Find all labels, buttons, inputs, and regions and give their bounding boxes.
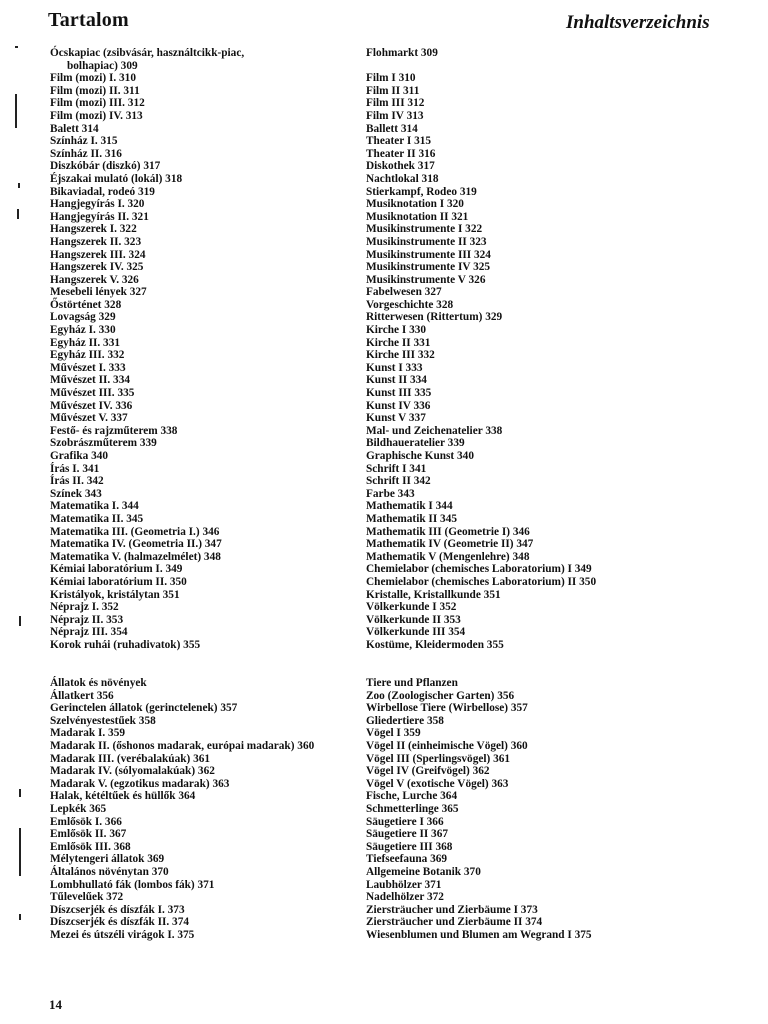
toc-entry: Ziersträucher und Zierbäume II 374 xyxy=(366,916,543,929)
toc-entry: Ritterwesen (Rittertum) 329 xyxy=(366,311,503,324)
toc-entry: Grafika 340 xyxy=(50,450,109,462)
toc-entry: Művészet II. 334 xyxy=(50,374,131,387)
toc-entry: Lepkék 365 xyxy=(50,802,107,815)
toc-entry: Színek 343 xyxy=(50,487,102,500)
toc-entry: Kunst V 337 xyxy=(366,412,426,425)
toc-entry: Film II 311 xyxy=(366,84,420,97)
toc-entry: Lovagság 329 xyxy=(50,311,116,324)
toc-entry: Művészet I. 333 xyxy=(50,361,126,374)
toc-entry: Néprajz I. 352 xyxy=(50,601,119,614)
toc-entry: Kirche III 332 xyxy=(366,349,435,362)
toc-entry: Egyház I. 330 xyxy=(50,324,116,337)
scan-mark xyxy=(18,183,20,188)
toc-entry: Mal- und Zeichenatelier 338 xyxy=(366,424,503,437)
toc-entry: Írás II. 342 xyxy=(50,475,104,488)
toc-entry: Musikinstrumente I 322 xyxy=(366,223,483,236)
toc-column-german-section-1 xyxy=(366,47,666,652)
toc-entry: Theater I 315 xyxy=(366,135,432,148)
page-title-hungarian: Tartalom xyxy=(48,9,129,31)
toc-entry: Mathematik III (Geometrie I) 346 xyxy=(366,525,530,538)
page-number: 14 xyxy=(49,997,62,1012)
toc-entry: Balett 314 xyxy=(50,122,99,135)
toc-column-hungarian-section-1 xyxy=(50,47,350,652)
toc-entry: Kirche II 331 xyxy=(366,336,431,349)
toc-entry: Kémiai laboratórium I. 349 xyxy=(50,563,183,576)
toc-entry: Matematika V. (halmazelmélet) 348 xyxy=(50,550,221,563)
toc-entry: Fische, Lurche 364 xyxy=(366,790,458,803)
toc-entry: Mezei és útszéli virágok I. 375 xyxy=(50,928,195,941)
toc-column-hungarian-section-2 xyxy=(50,677,350,941)
toc-entry: bolhapiac) 309 xyxy=(67,59,138,72)
toc-entry: Matematika II. 345 xyxy=(50,512,144,525)
toc-entry: Vögel IV (Greifvögel) 362 xyxy=(366,765,490,778)
toc-entry: Vögel I 359 xyxy=(366,727,421,740)
toc-entry: Musiknotation II 321 xyxy=(366,210,469,223)
scan-mark xyxy=(19,616,21,626)
toc-entry: Egyház II. 331 xyxy=(50,336,120,349)
toc-entry: Kunst III 335 xyxy=(366,387,432,400)
toc-entry: Néprajz III. 354 xyxy=(50,626,128,639)
toc-entry: Hangszerek II. 323 xyxy=(50,235,142,248)
toc-entry: Film I 310 xyxy=(366,72,416,85)
toc-entry: Säugetiere II 367 xyxy=(366,828,449,841)
toc-entry: Mélytengeri állatok 369 xyxy=(50,853,165,866)
toc-entry: Egyház III. 332 xyxy=(50,349,125,362)
toc-entry: Musikinstrumente V 326 xyxy=(366,273,486,286)
toc-entry: Madarak IV. (sólyomalakúak) 362 xyxy=(50,765,215,778)
toc-entry: Díszcserjék és díszfák I. 373 xyxy=(50,903,185,916)
toc-list-german-section-2 xyxy=(366,690,666,942)
toc-entry: Lombhullató fák (lombos fák) 371 xyxy=(50,878,215,891)
toc-entry: Bikaviadal, rodeó 319 xyxy=(50,185,155,198)
toc-list-hungarian-section-2 xyxy=(50,690,350,942)
toc-entry: Kémiai laboratórium II. 350 xyxy=(50,575,187,588)
toc-entry: Matematika III. (Geometria I.) 346 xyxy=(50,525,220,538)
toc-entry: Művészet IV. 336 xyxy=(50,399,133,412)
toc-entry: Madarak I. 359 xyxy=(50,727,126,740)
toc-entry: Film III 312 xyxy=(366,97,425,110)
toc-entry: Emlősök III. 368 xyxy=(50,840,131,853)
toc-entry: Hangjegyírás I. 320 xyxy=(50,198,145,211)
toc-entry: Mathematik IV (Geometrie II) 347 xyxy=(366,538,534,551)
toc-entry: Fabelwesen 327 xyxy=(366,286,442,299)
toc-entry: Schrift II 342 xyxy=(366,475,431,488)
scan-mark xyxy=(17,209,19,219)
toc-entry: Musikinstrumente III 324 xyxy=(366,248,491,261)
scan-mark xyxy=(15,46,18,48)
toc-entry: Völkerkunde I 352 xyxy=(366,601,457,614)
toc-entry: Vorgeschichte 328 xyxy=(366,298,454,311)
toc-entry: Film (mozi) III. 312 xyxy=(50,97,145,110)
toc-entry: Hangszerek I. 322 xyxy=(50,223,137,236)
toc-entry: Gerinctelen állatok (gerinctelenek) 357 xyxy=(50,702,238,715)
toc-entry: Emlősök I. 366 xyxy=(50,815,122,828)
page-title-german: Inhaltsverzeichnis xyxy=(566,12,710,33)
toc-entry: Mathematik I 344 xyxy=(366,500,453,513)
toc-entry: Madarak II. (őshonos madarak, európai madarak) 360 xyxy=(50,739,315,752)
toc-entry: Tűlevelűek 372 xyxy=(50,891,124,904)
toc-entry: Tiefseefauna 369 xyxy=(366,853,448,866)
toc-entry: Wiesenblumen und Blumen am Wegrand I 375 xyxy=(366,928,592,941)
toc-entry: Általános növénytan 370 xyxy=(50,865,169,878)
toc-entry: Hangszerek III. 324 xyxy=(50,248,146,261)
toc-entry: Chemielabor (chemisches Laboratorium) II 350 xyxy=(366,575,597,588)
toc-entry: Wirbellose Tiere (Wirbellose) 357 xyxy=(366,702,528,715)
toc-entry: Säugetiere III 368 xyxy=(366,840,453,853)
toc-entry: Hangszerek IV. 325 xyxy=(50,261,144,274)
toc-entry: Theater II 316 xyxy=(366,147,436,160)
toc-entry: Őstörténet 328 xyxy=(50,298,122,311)
toc-entry: Schrift I 341 xyxy=(366,462,427,475)
toc-entry: Kristályok, kristálytan 351 xyxy=(50,588,180,601)
toc-entry: Kostüme, Kleidermoden 355 xyxy=(366,638,504,651)
toc-entry: Ballett 314 xyxy=(366,122,418,135)
toc-entry: Film (mozi) II. 311 xyxy=(50,84,140,97)
toc-entry: Nachtlokal 318 xyxy=(366,172,439,185)
toc-entry: Néprajz II. 353 xyxy=(50,613,124,626)
toc-entry: Diskothek 317 xyxy=(366,160,435,173)
toc-entry: Musikinstrumente II 323 xyxy=(366,235,487,248)
scan-mark xyxy=(19,828,21,876)
section-heading-hungarian: Állatok és növények xyxy=(50,677,147,689)
toc-entry: Írás I. 341 xyxy=(50,462,100,475)
toc-entry: Vögel II (einheimische Vögel) 360 xyxy=(366,739,528,752)
section-heading-german: Tiere und Pflanzen xyxy=(366,677,458,689)
toc-entry: Musikinstrumente IV 325 xyxy=(366,261,491,274)
toc-entry: Hangszerek V. 326 xyxy=(50,273,139,286)
toc-entry: Emlősök II. 367 xyxy=(50,828,127,841)
toc-entry: Kunst IV 336 xyxy=(366,399,431,412)
toc-entry: Kunst I 333 xyxy=(366,361,423,374)
toc-entry: Hangjegyírás II. 321 xyxy=(50,210,149,223)
toc-entry: Schmetterlinge 365 xyxy=(366,802,459,815)
toc-entry: Matematika IV. (Geometria II.) 347 xyxy=(50,538,222,551)
toc-entry: Völkerkunde II 353 xyxy=(366,613,461,626)
toc-entry: Chemielabor (chemisches Laboratorium) I 349 xyxy=(366,563,592,576)
toc-entry: Flohmarkt 309 xyxy=(366,47,438,59)
toc-entry: Stierkampf, Rodeo 319 xyxy=(366,185,477,198)
toc-entry: Ziersträucher und Zierbäume I 373 xyxy=(366,903,538,916)
toc-entry: Graphische Kunst 340 xyxy=(366,450,474,462)
toc-entry: Díszcserjék és díszfák II. 374 xyxy=(50,916,189,929)
toc-entry: Szobrászműterem 339 xyxy=(50,437,157,450)
toc-entry: Madarak V. (egzotikus madarak) 363 xyxy=(50,777,230,790)
toc-entry: Laubhölzer 371 xyxy=(366,878,442,891)
toc-entry: Vögel III (Sperlingsvögel) 361 xyxy=(366,752,511,765)
toc-entry xyxy=(366,60,666,73)
toc-entry: Völkerkunde III 354 xyxy=(366,626,466,639)
toc-entry: Művészet V. 337 xyxy=(50,412,128,425)
toc-entry: Musiknotation I 320 xyxy=(366,198,464,211)
toc-entry: Korok ruhái (ruhadivatok) 355 xyxy=(50,638,201,651)
toc-entry: Film IV 313 xyxy=(366,109,424,122)
toc-entry: Matematika I. 344 xyxy=(50,500,139,513)
toc-entry: Film (mozi) I. 310 xyxy=(50,72,136,85)
scan-mark xyxy=(19,789,21,797)
toc-entry: Éjszakai mulató (lokál) 318 xyxy=(50,172,183,185)
toc-entry: Kunst II 334 xyxy=(366,374,427,387)
toc-entry: Säugetiere I 366 xyxy=(366,815,444,828)
toc-entry: Kirche I 330 xyxy=(366,324,427,337)
toc-entry: Nadelhölzer 372 xyxy=(366,891,444,904)
toc-entry: Diszkóbár (diszkó) 317 xyxy=(50,160,161,173)
toc-entry: Állatkert 356 xyxy=(50,689,114,702)
toc-entry: Madarak III. (verébalakúak) 361 xyxy=(50,752,211,765)
toc-entry: Ócskapiac (zsibvásár, használtcikk-piac, xyxy=(50,47,245,59)
toc-entry: Művészet III. 335 xyxy=(50,387,135,400)
toc-entry: Bildhaueratelier 339 xyxy=(366,437,465,450)
toc-entry: Allgemeine Botanik 370 xyxy=(366,865,481,878)
toc-entry: Farbe 343 xyxy=(366,487,415,500)
toc-entry: Szelvényestestűek 358 xyxy=(50,714,156,727)
toc-entry: Halak, kétéltűek és hüllők 364 xyxy=(50,790,196,803)
toc-entry: Mathematik V (Mengenlehre) 348 xyxy=(366,550,530,563)
toc-entry: Festő- és rajzműterem 338 xyxy=(50,424,178,437)
toc-entry: Mesebeli lények 327 xyxy=(50,286,147,299)
toc-entry: Film (mozi) IV. 313 xyxy=(50,109,143,122)
toc-entry: Mathematik II 345 xyxy=(366,512,457,525)
toc-entry: Vögel V (exotische Vögel) 363 xyxy=(366,777,509,790)
toc-column-german-section-2 xyxy=(366,677,666,941)
toc-entry: Zoo (Zoologischer Garten) 356 xyxy=(366,689,515,702)
scan-mark xyxy=(19,914,21,920)
toc-entry: Színház I. 315 xyxy=(50,135,118,148)
toc-entry: Kristalle, Kristallkunde 351 xyxy=(366,588,501,601)
toc-entry: Gliedertiere 358 xyxy=(366,714,444,727)
scan-mark xyxy=(15,94,17,128)
toc-entry: Színház II. 316 xyxy=(50,147,122,160)
